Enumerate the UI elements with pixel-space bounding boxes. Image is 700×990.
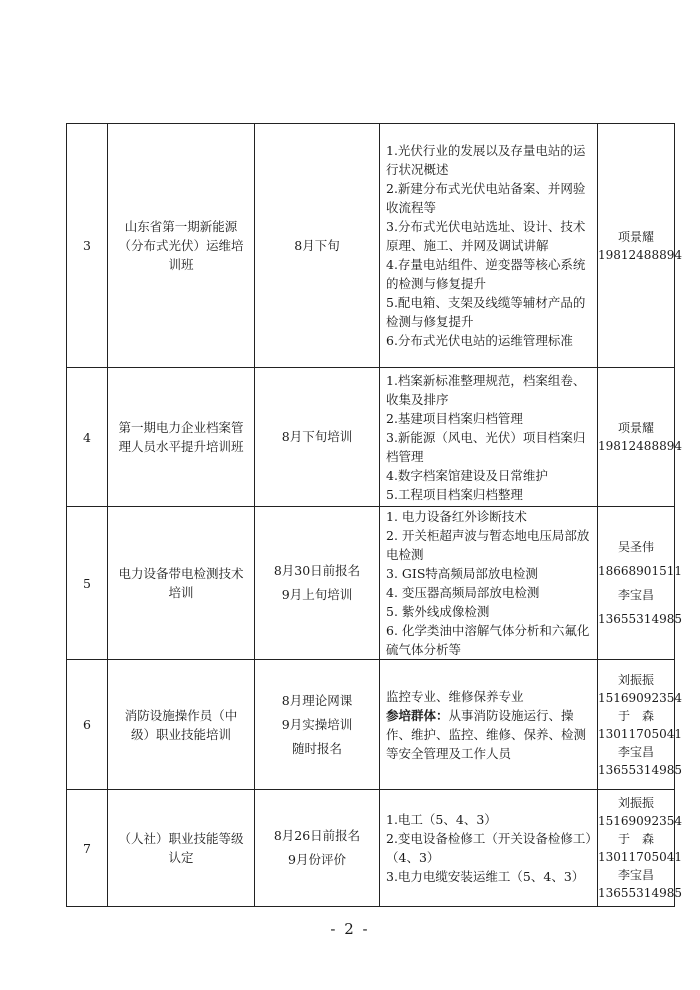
content-line: 3.分布式光伏电站选址、设计、技术原理、施工、并网及调试讲解 — [386, 219, 586, 253]
course-time — [255, 124, 380, 368]
contact-phone: 13011705041 — [598, 726, 682, 741]
row-number: 7 — [67, 790, 108, 907]
contact-name: 项景耀 — [617, 229, 654, 244]
content-intro: 监控专业、维修保养专业 — [386, 688, 524, 704]
content-line: 2. 开关柜超声波与暂态地电压局部放电检测 — [386, 528, 590, 562]
course-time — [255, 660, 380, 790]
table-row — [67, 790, 675, 907]
time-line: 9月份评价 — [288, 852, 346, 867]
time-line: 9月上旬培训 — [281, 587, 353, 602]
contact-phone: 13655314985 — [598, 612, 682, 626]
contact-phone: 13655314985 — [598, 762, 682, 777]
content-target-group — [386, 706, 592, 763]
content-line: 1. 电力设备红外诊断技术 — [386, 509, 527, 524]
contact-name: 李宝昌 — [617, 744, 654, 759]
row-number: 6 — [67, 660, 108, 790]
content-line: 1.光伏行业的发展以及存量电站的运行状况概述 — [386, 143, 586, 177]
contact-name: 刘振振 — [617, 796, 654, 810]
course-content — [380, 790, 598, 907]
content-line: 3. GIS特高频局部放电检测 — [386, 566, 538, 581]
content-line: 2.变电设备检修工（开关设备检修工）（4、3） — [386, 831, 592, 865]
time-line: 8月30日前报名 — [273, 563, 361, 578]
contact-phone: 15169092354 — [598, 814, 682, 828]
content-line: 5. 紫外线成像检测 — [386, 604, 490, 619]
contact-phone: 13655314985 — [598, 886, 682, 900]
course-name: 山东省第一期新能源（分布式光伏）运维培训班 — [108, 124, 255, 368]
content-line: 5.工程项目档案归档整理 — [386, 486, 523, 502]
row-number: 3 — [67, 124, 108, 368]
table-row — [67, 660, 675, 790]
course-content — [380, 507, 598, 660]
content-line: 4. 变压器高频局部放电检测 — [386, 585, 540, 600]
contact-cell — [598, 660, 682, 790]
time-line: 8月理论网课 — [281, 692, 353, 708]
contact-phone: 18668901511 — [598, 564, 682, 578]
contact-name: 李宝昌 — [617, 868, 654, 882]
course-name: 电力设备带电检测技术培训 — [108, 507, 255, 660]
content-line: 3.新能源（风电、光伏）项目档案归档管理 — [386, 429, 586, 464]
content-line: 1.电工（5、4、3） — [386, 812, 497, 827]
content-line: 2.基建项目档案归档管理 — [386, 410, 523, 426]
contact-phone: 19812488894 — [598, 247, 682, 262]
content-line: 6.分布式光伏电站的运维管理标准 — [386, 333, 573, 348]
course-time — [255, 507, 380, 660]
content-line: 6. 化学类油中溶解气体分析和六氟化硫气体分析等 — [386, 623, 590, 657]
time-line: 8月下旬培训 — [281, 429, 353, 444]
course-content — [380, 368, 598, 507]
contact-phone: 15169092354 — [598, 690, 682, 705]
time-line: 9月实操培训 — [281, 716, 353, 732]
course-name: （人社）职业技能等级认定 — [108, 790, 255, 907]
contact-name: 于 森 — [617, 832, 654, 846]
target-group-label: 参培群体： — [386, 707, 449, 723]
contact-name: 李宝昌 — [617, 588, 654, 602]
time-line: 随时报名 — [291, 740, 342, 756]
content-line: 4.数字档案馆建设及日常维护 — [386, 467, 548, 483]
page-number: - 2 - — [330, 920, 370, 938]
contact-cell — [598, 507, 682, 660]
content-line: 4.存量电站组件、逆变器等核心系统的检测与修复提升 — [386, 257, 586, 291]
course-time — [255, 790, 380, 907]
table-row — [67, 507, 675, 660]
training-table — [66, 123, 682, 907]
row-number: 4 — [67, 368, 108, 507]
course-time — [255, 368, 380, 507]
course-content — [380, 660, 598, 790]
content-line: 1.档案新标准整理规范，档案组卷、收集及排序 — [386, 372, 586, 407]
contact-name: 项景耀 — [617, 421, 654, 435]
table-row — [67, 124, 675, 368]
contact-cell — [598, 790, 682, 907]
content-line: 3.电力电缆安装运维工（5、4、3） — [386, 869, 585, 884]
target-group-text: 从事消防设施运行、操作、维护、监控、维修、保养、检测等安全管理及工作人员 — [386, 707, 587, 761]
contact-phone: 13011705041 — [598, 850, 682, 864]
content-line: 5.配电箱、支架及线缆等辅材产品的检测与修复提升 — [386, 295, 586, 329]
contact-name: 吴圣伟 — [617, 540, 654, 554]
time-line: 8月26日前报名 — [273, 828, 361, 843]
contact-cell — [598, 368, 682, 507]
contact-phone: 19812488894 — [598, 439, 682, 453]
time-line: 8月下旬 — [294, 237, 340, 253]
contact-cell — [598, 124, 682, 368]
contact-name: 于 森 — [617, 708, 654, 723]
row-number: 5 — [67, 507, 108, 660]
course-name: 消防设施操作员（中级）职业技能培训 — [108, 660, 255, 790]
contact-name: 刘振振 — [617, 672, 654, 687]
course-content — [380, 124, 598, 368]
course-name: 第一期电力企业档案管理人员水平提升培训班 — [108, 368, 255, 507]
content-line: 2.新建分布式光伏电站备案、并网验收流程等 — [386, 181, 586, 215]
table-row — [67, 368, 675, 507]
